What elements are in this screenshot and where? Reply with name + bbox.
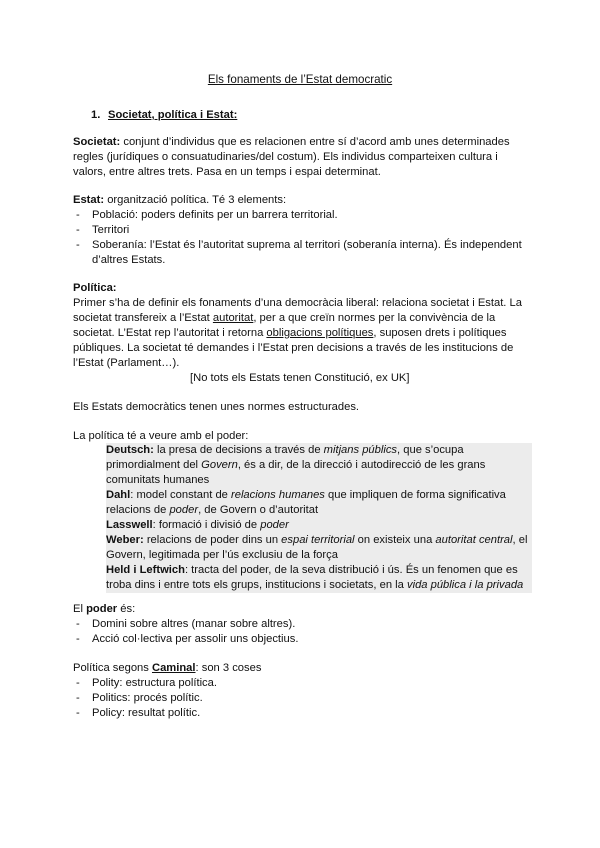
poder-list <box>73 617 533 647</box>
section-heading <box>91 108 237 123</box>
list-item: - Politics: procés polític. <box>73 691 533 706</box>
definition-weber <box>106 533 532 563</box>
definition-text: on existeix una <box>354 534 436 546</box>
poder-term: poder <box>86 603 118 615</box>
list-item: - Territori <box>73 223 533 238</box>
definition-text: , de Govern o d’autoritat <box>198 504 319 516</box>
list-item: - Població: poders definits per un barrera territorial. <box>73 208 533 223</box>
definition-held-leftwich <box>106 563 532 593</box>
caminal-pre: Política segons <box>73 662 152 674</box>
obligacions-term: obligacions polítiques <box>266 327 374 339</box>
definition-text: , el Govern, legitimada per l’ús exclusiu de la força <box>106 534 528 561</box>
definition-deutsch <box>106 443 532 488</box>
list-item: - Polity: estructura política. <box>73 676 533 691</box>
definition-lasswell <box>106 518 532 533</box>
definition-text: : formació i divisió de <box>152 519 261 531</box>
estat-elements-list <box>73 208 533 268</box>
definition-italic: autoritat central <box>435 534 513 546</box>
poder-pre: El <box>73 603 87 615</box>
caminal-post: : son 3 coses <box>195 662 262 674</box>
list-item: - Soberanía: l’Estat és l’autoritat suprema al territori (soberanía interna). És independent d’altres Estats. <box>73 238 533 268</box>
definition-text: : model constant de <box>130 489 231 501</box>
politica-text-1: Primer s’ha de definir els fonaments d’una democràcia liberal: relaciona societat i Estat. La societat transfereix a l’Estat <box>73 297 522 324</box>
poder-post: és: <box>117 603 136 615</box>
politica-paragraph <box>73 296 533 371</box>
estat-intro: organització política. Té 3 elements: <box>104 194 287 206</box>
societat-paragraph <box>73 135 533 180</box>
definition-italic: mitjans públics <box>323 444 398 456</box>
estat-intro-line <box>73 193 533 208</box>
definition-text: relacions de poder dins un <box>143 534 282 546</box>
definition-italic: vida pública i la privada <box>406 579 524 591</box>
definition-text: , que s’ocupa primordialment del <box>106 444 464 471</box>
definition-italic: Govern <box>201 459 238 471</box>
autoritat-term: autoritat <box>212 312 254 324</box>
definitions-highlight-block <box>106 443 532 593</box>
definition-italic: poder <box>260 519 289 531</box>
estats-democratics-line: Els Estats democràtics tenen unes normes estructurades. <box>73 401 360 413</box>
politica-text-3: , suposen drets i polítiques públiques. La societat té demandes i l’Estat pren decisions a través de les institucions de l’Estat (Parlament…). <box>73 327 514 369</box>
list-item: - Domini sobre altres (manar sobre altres). <box>73 617 533 632</box>
section-number: 1. <box>91 109 101 121</box>
caminal-intro-line <box>73 661 533 676</box>
estat-block <box>73 193 533 268</box>
author-name: Held i Leftwich <box>106 564 185 576</box>
caminal-block <box>73 661 533 721</box>
definition-italic: poder <box>169 504 199 516</box>
author-name: Dahl <box>106 489 131 501</box>
definition-dahl <box>106 488 532 518</box>
politica-note: [No tots els Estats tenen Constitució, ex UK] <box>190 372 410 384</box>
societat-term: Societat: <box>73 136 121 148</box>
author-name: Deutsch: <box>106 444 154 456</box>
list-item: - Policy: resultat polític. <box>73 706 533 721</box>
section-title: Societat, política i Estat: <box>108 109 238 121</box>
author-name: Weber: <box>106 534 144 546</box>
author-name: Lasswell <box>106 519 153 531</box>
caminal-list <box>73 676 533 721</box>
list-item: - Acció col·lectiva per assolir uns objectius. <box>73 632 533 647</box>
politica-heading <box>73 281 533 296</box>
poder-intro: La política té a veure amb el poder: <box>73 430 249 442</box>
poder-block <box>73 602 533 647</box>
definition-italic: relacions humanes <box>231 489 325 501</box>
politica-text-2: , per a que creïn normes per la convivència de la societat. L’Estat rep l’autoritat i retorna <box>73 312 496 339</box>
poder-intro-line <box>73 602 533 617</box>
definition-text: la presa de decisions a través de <box>153 444 324 456</box>
estat-term: Estat: <box>73 194 105 206</box>
definition-italic: espai territorial <box>281 534 355 546</box>
societat-text: conjunt d’individus que es relacionen entre sí d’acord amb unes determinades regles (jurídiques o consuatudinaries/del costum). Els individus comparteixen cultura i valors, entre altres trets. Pasa en un temps i espai determinat. <box>73 136 510 178</box>
definition-text: , és a dir, de la direcció i autodirecció de les grans comunitats humanes <box>106 459 486 486</box>
politica-term: Política: <box>73 282 117 294</box>
politica-block <box>73 281 533 371</box>
caminal-name: Caminal <box>151 662 196 674</box>
document-title: Els fonaments de l’Estat democratic <box>207 73 393 86</box>
definition-text: que impliquen de forma significativa relacions de <box>106 489 506 516</box>
definition-text: : tracta del poder, de la seva distribució i ús. És un fenomen que es troba dins i entre tots els grups, institucions i societats, en la <box>106 564 518 591</box>
